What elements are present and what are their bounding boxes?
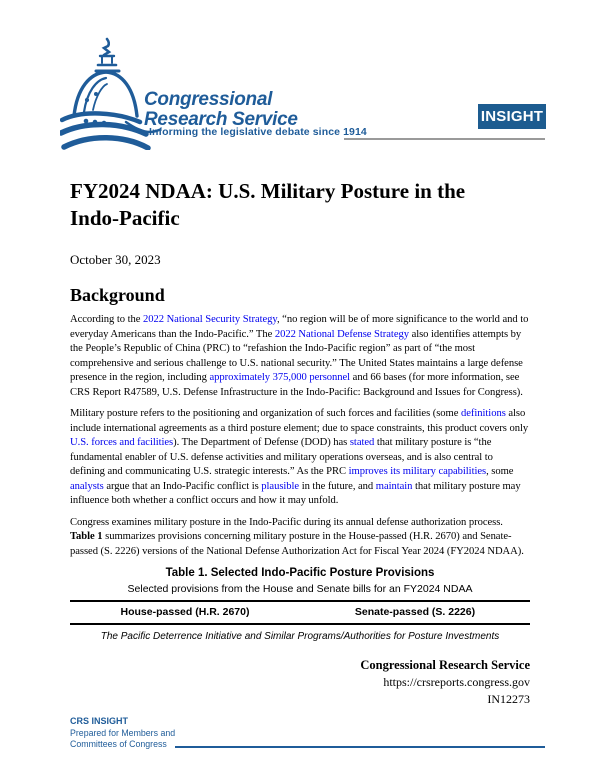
footer-line2: Prepared for Members and xyxy=(70,727,176,738)
text-run: and 66 bases (for more information, see CRS Report R47589, U.S. Defense Infrastructure in the Indo-Pacific: Background and Issues for Congress). xyxy=(70,372,523,398)
inline-link[interactable]: 2022 National Security Strategy xyxy=(143,314,277,325)
paragraph-1 xyxy=(70,313,530,400)
table-1 xyxy=(70,567,530,643)
logo-tagline: Informing the legislative debate since 1914 xyxy=(149,126,367,138)
page-title-line1: FY2024 NDAA: U.S. Military Posture in the xyxy=(70,179,466,203)
org-name xyxy=(144,90,298,129)
header-divider-line xyxy=(344,138,545,140)
paragraph-2 xyxy=(70,407,530,509)
inline-link[interactable]: approximately 375,000 personnel xyxy=(209,372,351,383)
footer-line3-row xyxy=(70,739,545,751)
document-id: IN12273 xyxy=(487,692,530,706)
table-header-row xyxy=(70,600,530,625)
table-header-house: House-passed (H.R. 2670) xyxy=(120,606,250,618)
text-run: argue that an Indo-Pacific conflict is xyxy=(103,480,262,492)
inline-link[interactable]: analysts xyxy=(70,480,104,492)
text-run: also include international agreements as a third posture element; due to space constraints, this product covers only xyxy=(70,408,529,434)
org-name-line2: Research Service xyxy=(144,108,298,130)
text-run: , “no region will be of more significance to the world and to everyday Americans than the Indo-Pacific.” The xyxy=(70,314,529,340)
text-run: Military posture refers to the positioning and organization of such forces and facilities (some xyxy=(70,408,461,419)
document-footer xyxy=(360,657,530,708)
inline-link[interactable]: improves its military capabilities xyxy=(348,466,487,477)
org-name-line1: Congressional xyxy=(144,89,273,110)
text-run: ). The Department of Defense (DOD) has xyxy=(173,437,350,448)
inline-link[interactable]: maintain xyxy=(375,480,413,492)
section-heading-background: Background xyxy=(70,285,165,305)
table-section-row: The Pacific Deterrence Initiative and Similar Programs/Authorities for Posture Investments xyxy=(100,631,500,642)
text-run: that military posture may influence both whether a conflict occurs and how it may unfold. xyxy=(70,480,521,506)
page-title-line2: Indo-Pacific xyxy=(70,206,180,230)
text-run: , some xyxy=(486,466,514,477)
table-header-senate: Senate-passed (S. 2226) xyxy=(354,606,476,618)
text-run: Congress examines military posture in the Indo-Pacific during its annual defense authorization process. xyxy=(70,516,503,528)
table-title: Table 1. Selected Indo-Pacific Posture Provisions xyxy=(165,567,435,579)
insight-badge: INSIGHT xyxy=(478,104,546,129)
footer-product-name: CRS INSIGHT xyxy=(70,716,129,726)
inline-link[interactable]: plausible xyxy=(261,480,300,492)
table-subtitle: Selected provisions from the House and Senate bills for an FY2024 NDAA xyxy=(127,583,473,595)
inline-link[interactable]: 2022 National Defense Strategy xyxy=(274,328,409,340)
bold-text: Table 1 xyxy=(70,531,103,542)
footer-divider-line xyxy=(175,746,545,748)
paragraph-3 xyxy=(70,516,530,560)
inline-link[interactable]: stated xyxy=(349,437,375,448)
publication-date: October 30, 2023 xyxy=(70,252,161,267)
footer-line3: Committees of Congress xyxy=(70,739,167,749)
text-run: also identifies attempts by the People’s Republic of China (PRC) to “refashion the Indo-Pacific region” as part of “the most comprehensive and serious challenge to U.S. national security.” The United States maintains a large defense presence in the region, including xyxy=(70,328,523,383)
main-content xyxy=(70,178,530,643)
text-run: summarizes provisions concerning military posture in the House-passed (H.R. 2670) and Senate-passed (S. 2226) versions of the National Defense Authorization Act for Fiscal Year 2024 (FY2024 NDAA). xyxy=(70,531,524,557)
crs-reports-url-link[interactable]: https://crsreports.congress.gov xyxy=(383,675,530,689)
text-run: in the future, and xyxy=(299,480,376,492)
page-title xyxy=(70,178,530,232)
text-run: that military posture is “the fundamental enabler of U.S. defense activities and military operations overseas, and is also central to defining and communicating U.S. strategic interests.” As the PRC xyxy=(70,437,493,477)
inline-link[interactable]: U.S. forces and facilities xyxy=(70,437,174,448)
page-footer xyxy=(70,716,545,751)
footer-org-name: Congressional Research Service xyxy=(360,658,530,672)
inline-link[interactable]: definitions xyxy=(461,408,506,419)
text-run: According to the xyxy=(70,314,143,325)
